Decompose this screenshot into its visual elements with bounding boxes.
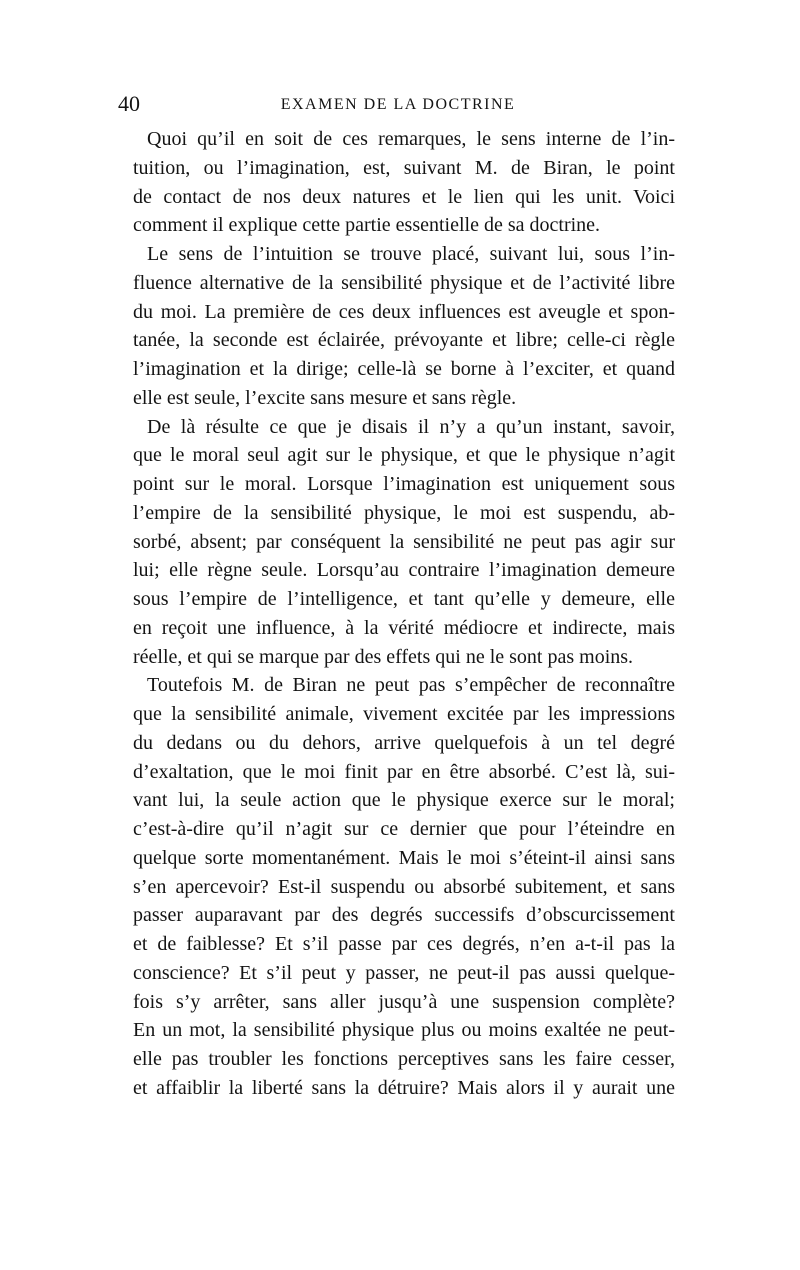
text-line: Le sens de l’intuition se trouve placé, suivant lui, sous l’in- [147,243,675,265]
text-line: passer auparavant par des degrés successifs d’obscurcissement [133,904,675,927]
body-text [133,125,675,1103]
text-line: d’exaltation, que le moi finit par en être absorbé. C’est là, sui- [133,760,675,783]
text-line: et affaiblir la liberté sans la détruire? Mais alors il y aurait une [133,1076,675,1099]
text-line: elle pas troubler les fonctions perceptives sans les faire cesser, [133,1048,675,1070]
text-line: que le moral seul agit sur le physique, et que le physique n’agit [133,444,675,467]
text-line: quelque sorte momentanément. Mais le moi s’éteint-il ainsi sans [133,846,675,869]
text-line: lui; elle règne seule. Lorsqu’au contraire l’imagination demeure [133,559,675,582]
text-line: vant lui, la seule action que le physique exerce sur le moral; [133,789,675,812]
text-line: elle est seule, l’excite sans mesure et sans règle. [133,386,517,409]
text-line: Toutefois M. de Biran ne peut pas s’empêcher de reconnaître [147,674,675,697]
text-line: sorbé, absent; par conséquent la sensibilité ne peut pas agir sur [133,530,675,553]
text-line: du moi. La première de ces deux influences est aveugle et spon- [133,300,675,323]
text-line: fluence alternative de la sensibilité physique et de l’activité libre [133,271,675,294]
text-line: en reçoit une influence, à la vérité médiocre et indirecte, mais [133,616,675,639]
text-line: l’empire de la sensibilité physique, le moi est suspendu, ab- [133,501,675,524]
text-line: point sur le moral. Lorsque l’imagination est uniquement sous [133,473,675,495]
running-head [118,90,678,120]
text-line: s’en apercevoir? Est-il suspendu ou absorbé subitement, et sans [133,875,675,898]
text-line: De là résulte ce que je disais il n’y a qu’un instant, savoir, [147,415,675,438]
text-line: conscience? Et s’il peut y passer, ne peut-il pas aussi quelque- [133,961,675,984]
text-line: et de faiblesse? Et s’il passe par ces degrés, n’en a-t-il pas la [133,933,675,955]
text-line: du dedans ou du dehors, arrive quelquefois à un tel degré [133,731,675,754]
text-line: de contact de nos deux natures et le lien qui les unit. Voici [133,185,675,208]
text-line: Quoi qu’il en soit de ces remarques, le sens interne de l’in- [147,128,675,150]
text-line: que la sensibilité animale, vivement excitée par les impressions [133,703,675,725]
text-line: c’est-à-dire qu’il n’agit sur ce dernier que pour l’éteindre en [133,818,675,840]
text-line: sous l’empire de l’intelligence, et tant qu’elle y demeure, elle [133,588,675,610]
text-line: En un mot, la sensibilité physique plus ou moins exaltée ne peut- [133,1019,675,1042]
running-title: EXAMEN DE LA DOCTRINE [280,96,516,113]
text-line: comment il explique cette partie essentielle de sa doctrine. [133,214,601,237]
text-line: l’imagination et la dirige; celle-là se borne à l’exciter, et quand [133,358,675,380]
page-number: 40 [118,91,140,116]
text-line: fois s’y arrêter, sans aller jusqu’à une suspension complète? [133,990,675,1013]
text-line: tanée, la seconde est éclairée, prévoyante et libre; celle-ci règle [133,329,675,352]
text-line: réelle, et qui se marque par des effets qui ne le sont pas moins. [133,645,634,668]
text-line: tuition, ou l’imagination, est, suivant M. de Biran, le point [133,156,675,179]
